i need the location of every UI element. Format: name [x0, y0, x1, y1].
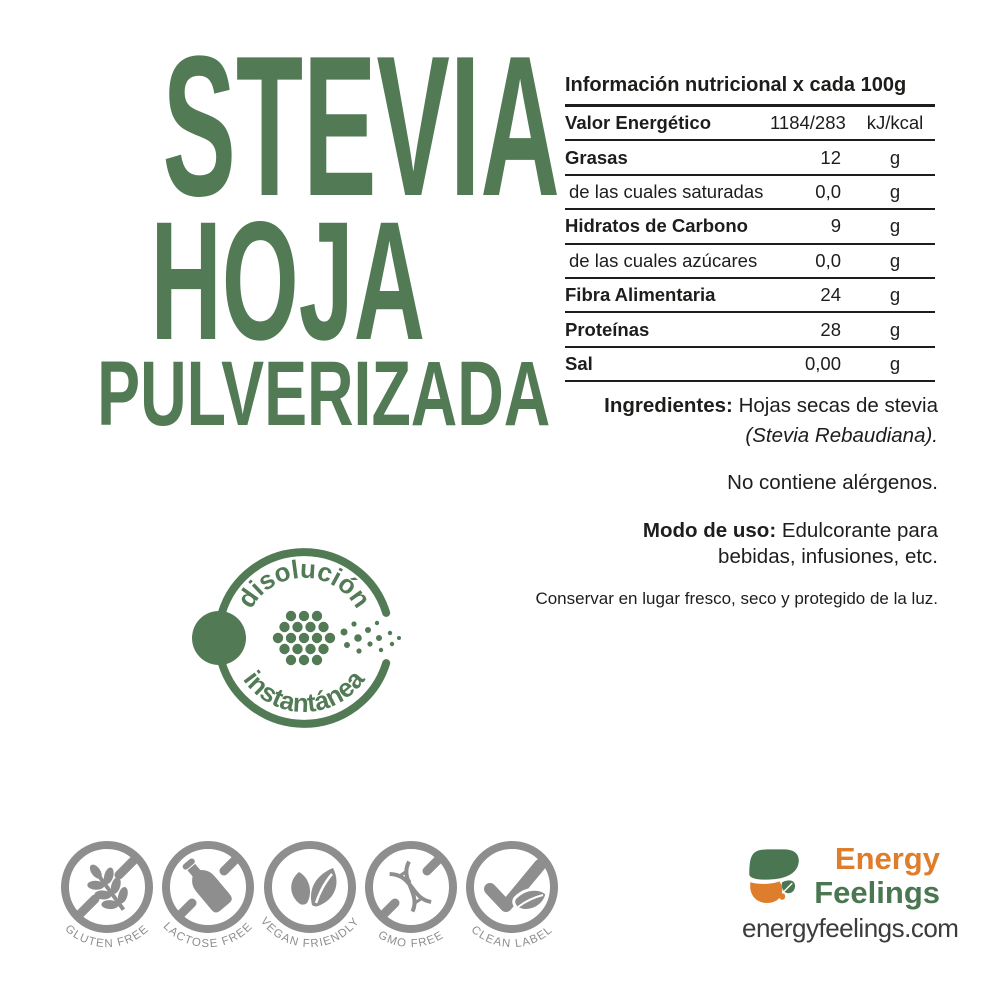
powder-dots-cluster — [273, 611, 335, 665]
storage-note: Conservar en lugar fresco, seco y protegido de la luz. — [535, 589, 938, 609]
title-line-1: STEVIA — [162, 15, 560, 238]
certification-label: LACTOSE FREE — [160, 920, 256, 951]
row-value: 24 — [820, 284, 841, 306]
row-unit: g — [889, 215, 901, 237]
table-row — [565, 348, 935, 382]
allergens-line: No contiene alérgenos. — [727, 471, 938, 495]
table-row — [565, 210, 935, 244]
ingredients-value: Hojas secas de stevia — [738, 394, 938, 417]
badge-top-text: disolución — [230, 553, 378, 614]
clean-label-badge — [460, 837, 564, 971]
nutrition-table-header: Información nutricional x cada 100g — [565, 74, 935, 107]
row-unit: g — [889, 146, 901, 168]
brand-name-energy: Energy — [834, 841, 940, 876]
details-block — [518, 393, 938, 609]
row-value: 0,0 — [815, 249, 841, 271]
nutrition-table — [565, 74, 935, 382]
row-unit: g — [889, 284, 901, 306]
certification-label: CLEAN LABEL — [468, 923, 556, 951]
usage-label: Modo de uso: — [642, 518, 777, 542]
brand-website: energyfeelings.com — [742, 913, 959, 944]
row-label: de las cuales azúcares — [569, 249, 758, 271]
row-unit: g — [889, 352, 901, 374]
gluten-free-badge — [55, 837, 159, 971]
ingredients-line — [518, 393, 938, 419]
energy-feelings-logo-icon — [742, 842, 806, 906]
ingredients-label: Ingredientes: — [604, 394, 733, 417]
row-value: 9 — [830, 215, 841, 237]
row-label: Valor Energético — [565, 112, 711, 134]
row-value: 12 — [820, 146, 841, 168]
ingredients-scientific-name: (Stevia Rebaudiana). — [745, 424, 938, 448]
row-label: Hidratos de Carbono — [565, 215, 748, 237]
table-row — [565, 141, 935, 175]
row-unit: kJ/kcal — [866, 112, 924, 134]
row-value: 0,00 — [804, 352, 841, 374]
gmo-free-badge — [359, 837, 463, 971]
brand-block — [742, 841, 959, 944]
leaves-icon — [291, 868, 336, 906]
lactose-free-badge — [156, 837, 260, 971]
certification-label: VEGAN FRIENDLY — [258, 915, 362, 951]
usage-line — [626, 518, 938, 570]
row-label: Proteínas — [565, 318, 650, 340]
instant-dissolution-badge — [192, 546, 404, 736]
table-row — [565, 176, 935, 210]
row-value: 0,0 — [815, 180, 841, 202]
brand-name-feelings: Feelings — [814, 874, 940, 910]
row-unit: g — [889, 249, 901, 271]
title-line-2: HOJA — [150, 186, 426, 375]
row-unit: g — [889, 318, 901, 340]
check-leaf-icon — [490, 865, 547, 910]
badge-big-dot — [192, 611, 246, 665]
row-label: Sal — [565, 352, 593, 374]
table-row — [565, 279, 935, 313]
powder-dots-spray — [341, 621, 402, 654]
table-row — [565, 245, 935, 279]
row-label: Grasas — [565, 146, 628, 168]
row-unit: g — [889, 180, 901, 202]
circle-ring — [470, 845, 554, 929]
row-value: 28 — [820, 318, 841, 340]
certification-label: GMO FREE — [375, 929, 447, 951]
row-label: de las cuales saturadas — [569, 180, 764, 202]
certification-label: GLUTEN FREE — [62, 922, 152, 951]
vegan-friendly-badge — [258, 837, 362, 971]
row-label: Fibra Alimentaria — [565, 284, 716, 306]
usage-value: Edulcorante para bebidas, infusiones, etc. — [718, 518, 938, 568]
title-line-3: PULVERIZADA — [97, 343, 551, 445]
badge-bottom-text: instantánea — [237, 664, 371, 719]
circle-ring — [268, 845, 352, 929]
row-value: 1184/283 — [770, 112, 846, 134]
table-row — [565, 107, 935, 141]
table-row — [565, 313, 935, 347]
